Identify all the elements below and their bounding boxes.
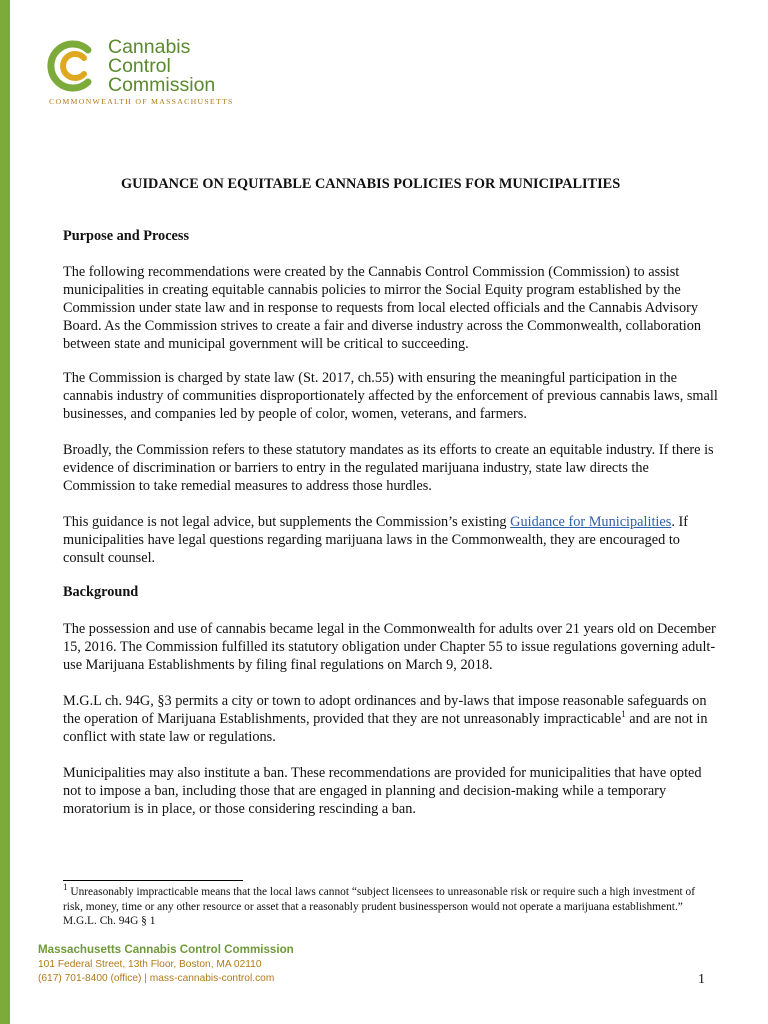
- footer-contact: (617) 701-8400 (office) | mass-cannabis-control.com: [38, 972, 275, 984]
- paragraph-1: The following recommendations were created by the Cannabis Control Commission (Commission) to assist municipalities in creating equitable cannabis policies to mirror the Social Equity program established by the Commission under state law and in response to requests from local elected officials and the Cannabis Advisory Board. As the Commission strives to create a fair and diverse industry across the Commonwealth, collaboration between state and municipal government will be critical to succeeding.: [63, 264, 702, 352]
- footnote-reference: 1: [621, 709, 626, 720]
- paragraph-7: Municipalities may also institute a ban. These recommendations are provided for municipalities that have opted not to impose a ban, including those that are engaged in planning and decision-making while a temporary moratorium is in place, or those considering rescinding a ban.: [63, 765, 702, 817]
- section-heading-purpose: Purpose and Process: [63, 228, 190, 244]
- paragraph-4-text-end: . If municipalities have legal questions regarding marijuana laws in the Commonwealth, they are encouraged to consult counsel.: [63, 514, 688, 566]
- document-title: GUIDANCE ON EQUITABLE CANNABIS POLICIES FOR MUNICIPALITIES: [121, 176, 621, 192]
- paragraph-3: Broadly, the Commission refers to these statutory mandates as its efforts to create an equitable industry. If there is evidence of discrimination or barriers to entry in the regulated marijuana industry, state law directs the Commission to take remedial measures to address those hurdles.: [63, 442, 714, 494]
- section-heading-background: Background: [63, 584, 139, 600]
- footnote-divider: [63, 880, 243, 881]
- paragraph-2: The Commission is charged by state law (St. 2017, ch.55) with ensuring the meaningful participation in the cannabis industry of communities disproportionately affected by the enforcement of previous cannabis laws, small businesses, and companies led by people of color, women, veterans, and farmers.: [63, 370, 718, 422]
- commission-logo: [44, 38, 304, 108]
- paragraph-4: [63, 513, 723, 567]
- guidance-for-municipalities-link[interactable]: Guidance for Municipalities: [510, 514, 672, 530]
- page-number: 1: [698, 972, 705, 987]
- paragraph-6-text-start: M.G.L ch. 94G, §3 permits a city or town to adopt ordinances and by-laws that impose reasonable safeguards on the operation of Marijuana Establishments, provided that they are not unreasonably impracticable: [63, 693, 707, 727]
- footnote: [63, 882, 708, 929]
- logo-subtitle: COMMONWEALTH OF MASSACHUSETTS: [49, 97, 234, 106]
- logo-name-line-2: Control: [108, 55, 171, 77]
- footer-organization: Massachusetts Cannabis Control Commission: [38, 943, 294, 956]
- logo-name-line-3: Commission: [108, 74, 216, 96]
- paragraph-6: [63, 692, 723, 746]
- logo-name-line-1: Cannabis: [108, 36, 191, 58]
- footer-address: 101 Federal Street, 13th Floor, Boston, MA 02110: [38, 959, 262, 970]
- paragraph-6-text-end: and are not in conflict with state law or regulations.: [63, 711, 708, 745]
- paragraph-5: The possession and use of cannabis became legal in the Commonwealth for adults over 21 years old on December 15, 2016. The Commission fulfilled its statutory obligation under Chapter 55 to issue regulations governing adult-use Marijuana Establishments by filing final regulations on March 9, 2018.: [63, 621, 716, 673]
- page-footer: [38, 942, 294, 985]
- footnote-text: Unreasonably impracticable means that the local laws cannot “subject licensees to unreasonable risk or require such a high investment of risk, money, time or any other resource or asset that a reasonably prudent businessperson would not operate a marijuana establishment.” M.G.L. Ch. 94G § 1: [63, 886, 696, 927]
- paragraph-4-text-start: This guidance is not legal advice, but supplements the Commission’s existing: [63, 514, 511, 530]
- commission-logo-icon: [44, 38, 104, 94]
- page-side-bar: [0, 0, 10, 1024]
- footnote-number: 1: [63, 882, 68, 893]
- logo-wordmark: [108, 38, 215, 95]
